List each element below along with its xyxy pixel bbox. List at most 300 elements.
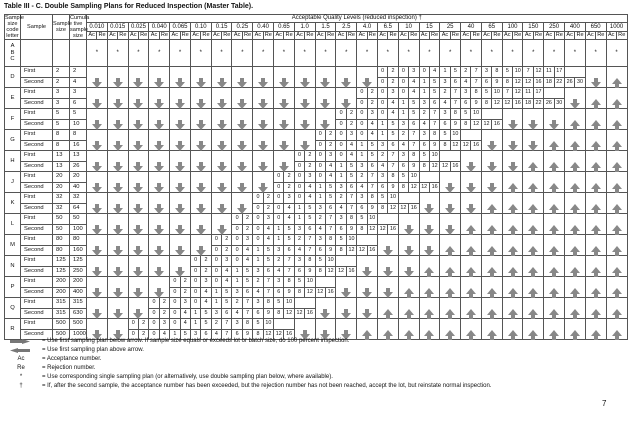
plan-cell [606, 277, 627, 298]
ac-value: 1 [315, 182, 325, 193]
aql-level-header: 100 [502, 23, 523, 31]
re-value: 4 [367, 119, 377, 130]
plan-cell [128, 193, 149, 214]
plan-cell [211, 130, 232, 151]
plan-cell [585, 298, 606, 319]
re-value: 16 [388, 224, 398, 235]
ac-value: 3 [190, 329, 200, 340]
plan-cell [461, 40, 482, 67]
re-header: Re [264, 32, 272, 39]
re-value: 4 [242, 245, 252, 256]
plan-cell [585, 235, 606, 256]
code-letter: L [5, 214, 21, 235]
re-value: 4 [180, 308, 190, 319]
re-header: Re [223, 32, 231, 39]
ac-value: 0 [211, 235, 221, 246]
re-value: 2 [242, 224, 252, 235]
plan-cell [149, 40, 170, 67]
plan-cell [544, 277, 565, 298]
re-value: 12 [450, 140, 460, 151]
plan-cell [294, 109, 315, 130]
plan-cell [232, 151, 253, 172]
ac-header: Ac [254, 32, 262, 39]
re-value: 30 [575, 77, 585, 88]
re-value: 30 [554, 98, 564, 109]
ac-value: 3 [253, 266, 263, 277]
plan-cell [461, 298, 482, 319]
ac-value: 2 [232, 298, 242, 309]
aql-level-header: 0.15 [211, 23, 232, 31]
table-row [5, 277, 628, 288]
sample-size: 13 [53, 161, 70, 172]
ac-value: 18 [523, 98, 533, 109]
plan-cell [149, 109, 170, 130]
re-value: 16 [429, 182, 439, 193]
re-header: Re [368, 32, 376, 39]
ac-value: 3 [440, 77, 450, 88]
plan-cell [315, 109, 336, 130]
asterisk-mark: * [116, 50, 119, 56]
plan-cell [211, 151, 232, 172]
re-value: 4 [201, 298, 211, 309]
re-value: 5 [263, 245, 273, 256]
re-header: Re [243, 32, 252, 39]
plan-cell [544, 88, 565, 99]
sample-size: 3 [53, 98, 70, 109]
plan-cell [419, 172, 440, 183]
re-value: 7 [346, 203, 356, 214]
re-value: 5 [284, 235, 294, 246]
re-value: 9 [367, 203, 377, 214]
plan-cell [481, 193, 502, 214]
ac-header: Ac [462, 32, 470, 39]
ac-value: 1 [190, 319, 200, 330]
cumulative-size: 500 [70, 319, 87, 330]
re-value: 2 [159, 298, 169, 309]
re-value: 16 [346, 266, 356, 277]
re-header: Re [140, 32, 148, 39]
plan-cell [87, 256, 108, 277]
re-value: 8 [367, 193, 377, 204]
re-header: Re [597, 32, 605, 39]
ac-value: 8 [315, 266, 325, 277]
aql-level-header: 1.0 [294, 23, 315, 31]
sample-label: First [21, 319, 53, 330]
ac-value: 12 [523, 77, 533, 88]
plan-cell [481, 40, 502, 67]
aql-level-header: 0.025 [128, 23, 149, 31]
legend-key: † [19, 383, 23, 389]
plan-cell [232, 67, 253, 88]
plan-cell [564, 40, 585, 67]
plan-cell [585, 67, 606, 88]
re-value: 12 [409, 182, 419, 193]
plan-cell [481, 235, 502, 256]
re-header: Re [555, 32, 563, 39]
ac-value: 5 [502, 67, 512, 78]
asterisk-mark: * [532, 50, 535, 56]
table-row [5, 88, 628, 99]
plan-cell [315, 277, 336, 288]
ac-header: Ac [483, 32, 490, 39]
plan-cell [544, 214, 565, 235]
plan-cell [294, 40, 315, 67]
re-header: Re [493, 32, 501, 39]
ac-value: 0 [128, 319, 138, 330]
re-value: 10 [450, 130, 460, 141]
cumulative-size: 80 [70, 235, 87, 246]
ac-value: 8 [357, 224, 367, 235]
plan-cell [128, 130, 149, 151]
sample-label: Second [21, 245, 53, 256]
ac-value: 6 [481, 77, 491, 88]
plan-cell [606, 214, 627, 235]
plan-cell [523, 298, 544, 319]
ac-value: 2 [315, 214, 325, 225]
re-header: Re [451, 32, 459, 39]
asterisk-mark: * [386, 50, 389, 56]
ac-value: 0 [419, 67, 429, 78]
aql-level-header: 10 [398, 23, 419, 31]
ac-header: Ac [317, 32, 324, 39]
re-value: 2 [325, 130, 335, 141]
ac-value: 0 [232, 235, 242, 246]
sample-label: Second [21, 119, 53, 130]
plan-cell [336, 277, 357, 298]
aql-level-header: 0.25 [232, 23, 253, 31]
ac-value: 0 [294, 182, 304, 193]
ac-header: Ac [545, 32, 553, 39]
re-value: 6 [305, 224, 315, 235]
plan-cell [585, 193, 606, 214]
plan-cell [564, 256, 585, 277]
plan-cell [377, 256, 398, 277]
plan-cell [87, 277, 108, 298]
re-value: 7 [242, 298, 252, 309]
plan-cell [502, 40, 523, 67]
plan-cell [87, 88, 108, 109]
plan-cell [440, 298, 461, 319]
plan-cell [357, 235, 378, 246]
ac-header: Ac [192, 32, 199, 39]
re-value: 12 [513, 77, 523, 88]
re-value: 9 [242, 329, 252, 340]
re-value: 5 [367, 140, 377, 151]
table-row [5, 298, 628, 309]
ac-value: 4 [440, 98, 450, 109]
ac-value: 2 [357, 172, 367, 183]
plan-cell [128, 256, 149, 277]
asterisk-mark: * [365, 50, 369, 56]
ac-value: 6 [315, 245, 325, 256]
ac-header: Ac [337, 32, 345, 39]
sample-label: First [21, 277, 53, 288]
ac-value: 26 [544, 98, 554, 109]
ac-value: 3 [419, 130, 429, 141]
re-value: 9 [388, 182, 398, 193]
ac-value: 0 [211, 266, 221, 277]
plan-cell [232, 109, 253, 130]
aql-level-header: 0.040 [149, 23, 170, 31]
cumulative-size-header: Cumula tive sample size [70, 15, 90, 39]
re-value: 22 [554, 77, 564, 88]
plan-cell [461, 130, 482, 141]
plan-cell [481, 214, 502, 235]
plan-cell [315, 67, 336, 88]
plan-cell [190, 130, 211, 151]
ac-value: 0 [170, 319, 180, 330]
aql-level-header: 0.40 [253, 23, 274, 31]
re-value: 16 [513, 98, 523, 109]
ac-header: Ac [607, 32, 615, 39]
plan-cell [357, 298, 378, 319]
table-row [5, 193, 628, 204]
re-value: 7 [409, 130, 419, 141]
ac-value: 3 [481, 67, 491, 78]
plan-cell [128, 235, 149, 256]
ac-value: 0 [170, 298, 180, 309]
re-value: 4 [180, 319, 190, 330]
table-row [5, 172, 628, 183]
re-value: 12 [492, 98, 502, 109]
re-value: 5 [429, 88, 439, 99]
legend-item [8, 337, 608, 346]
plan-cell [211, 40, 232, 67]
sample-size: 50 [53, 224, 70, 235]
plan-cell [377, 40, 398, 67]
plan-cell [274, 151, 295, 172]
plan-cell [461, 256, 482, 277]
re-value: 7 [222, 319, 232, 330]
re-value: 7 [471, 77, 481, 88]
plan-cell [253, 40, 274, 67]
aql-level-header: 0.065 [170, 23, 191, 31]
plan-cell [606, 172, 627, 193]
sample-label: Second [21, 308, 53, 319]
re-value: 5 [346, 161, 356, 172]
plan-cell [274, 109, 295, 130]
ac-value: 1 [170, 329, 180, 340]
plan-cell [398, 256, 419, 277]
ac-value: 0 [253, 203, 263, 214]
re-value: 8 [284, 277, 294, 288]
ac-value: 0 [149, 329, 159, 340]
re-value: 2 [263, 193, 273, 204]
legend-text: = If, after the second sample, the acceptance number has been exceeded, but the rejection number has not been reached, accept the lot, but reinstate normal inspection. [42, 383, 492, 389]
re-value: 4 [284, 214, 294, 225]
re-value: 6 [429, 98, 439, 109]
sample-size: 5 [53, 119, 70, 130]
re-value: 8 [471, 88, 481, 99]
re-value: 3 [305, 172, 315, 183]
code-letter: B [10, 49, 15, 56]
plan-cell [440, 172, 461, 193]
ac-value: 2 [274, 256, 284, 267]
plan-cell [481, 256, 502, 277]
re-value: 4 [346, 151, 356, 162]
ac-value: 6 [274, 287, 284, 298]
re-value: 16 [409, 203, 419, 214]
ac-value: 0 [170, 277, 180, 288]
re-value: 10 [305, 277, 315, 288]
re-value: 12 [388, 203, 398, 214]
legend-text: = Use corresponding single sampling plan (or alternatively, use double sampling plan below, where available). [42, 374, 333, 380]
ac-value: 0 [336, 119, 346, 130]
ac-value: 6 [398, 161, 408, 172]
plan-cell [190, 172, 211, 193]
ac-header: Ac [441, 32, 449, 39]
re-value: 5 [242, 277, 252, 288]
re-value: 7 [222, 329, 232, 340]
plan-cell [170, 151, 191, 172]
sample-cell [21, 40, 53, 67]
sample-label: Second [21, 161, 53, 172]
plan-cell [606, 130, 627, 151]
sample-size: 20 [53, 172, 70, 183]
plan-cell [606, 319, 627, 340]
plan-cell [419, 193, 440, 214]
sample-size: 3 [53, 88, 70, 99]
table-row [5, 235, 628, 246]
plan-cell [253, 172, 274, 193]
code-letter: F [5, 109, 21, 130]
plan-cell [606, 40, 627, 67]
ac-value: 4 [315, 224, 325, 235]
re-value: 2 [284, 172, 294, 183]
ac-value: 6 [253, 308, 263, 319]
plan-cell [523, 172, 544, 193]
plan-cell [502, 277, 523, 298]
re-value: 2 [242, 214, 252, 225]
cumulative-size: 20 [70, 172, 87, 183]
ac-value: 12 [377, 224, 387, 235]
cumulative-size: 26 [70, 161, 87, 172]
plan-cell [585, 277, 606, 298]
plan-cell [585, 130, 606, 151]
re-value: 7 [263, 287, 273, 298]
ac-value: 1 [253, 245, 263, 256]
ac-value: 12 [440, 161, 450, 172]
asterisk-mark: * [594, 50, 597, 56]
plan-cell [274, 40, 295, 67]
ac-value: 0 [377, 98, 387, 109]
re-value: 2 [305, 151, 315, 162]
asterisk-mark: * [178, 50, 182, 56]
ac-value: 0 [170, 287, 180, 298]
table-row [5, 67, 628, 78]
plan-cell [274, 88, 295, 109]
sample-label: First [21, 130, 53, 141]
ac-value: 0 [274, 193, 284, 204]
plan-cell [315, 40, 336, 67]
plan-cell [170, 109, 191, 130]
ac-value: 0 [315, 161, 325, 172]
re-value: 22 [533, 98, 543, 109]
sample-size-header: Sample size [53, 15, 70, 40]
re-value: 4 [325, 172, 335, 183]
plan-cell [377, 235, 398, 256]
re-value: 7 [305, 235, 315, 246]
plan-cell [190, 214, 211, 235]
re-value: 4 [242, 256, 252, 267]
re-value: 3 [388, 88, 398, 99]
ac-value: 8 [419, 161, 429, 172]
ac-value: 0 [211, 245, 221, 256]
code-letter: E [5, 88, 21, 109]
plan-cell [377, 298, 398, 319]
plan-cell [398, 298, 419, 319]
ac-value: 0 [315, 140, 325, 151]
plan-cell [149, 151, 170, 172]
sample-size: 200 [53, 287, 70, 298]
plan-cell [107, 151, 128, 172]
plan-cell [440, 40, 461, 67]
re-value: 17 [533, 88, 543, 99]
plan-cell [523, 40, 544, 67]
sample-label: First [21, 88, 53, 99]
plan-cell [190, 67, 211, 88]
ac-value: 8 [398, 182, 408, 193]
re-value: 9 [471, 98, 481, 109]
re-value: 3 [263, 214, 273, 225]
re-header: Re [534, 32, 543, 39]
cumulative-size: 4 [70, 77, 87, 88]
re-value: 5 [284, 224, 294, 235]
re-value: 10 [471, 109, 481, 120]
ac-value: 2 [336, 193, 346, 204]
re-value: 2 [201, 266, 211, 277]
ac-value: 2 [377, 151, 387, 162]
sample-label: First [21, 256, 53, 267]
sample-label: First [21, 193, 53, 204]
re-value: 7 [429, 109, 439, 120]
plan-cell [523, 256, 544, 277]
sample-label: Second [21, 266, 53, 277]
ac-value: 0 [274, 182, 284, 193]
re-value: 16 [471, 140, 481, 151]
plan-cell [419, 256, 440, 277]
ac-value: 2 [398, 130, 408, 141]
plan-cell [419, 298, 440, 319]
plan-cell [107, 235, 128, 256]
plan-cell [398, 277, 419, 298]
sample-header: Sample [21, 15, 53, 40]
ac-value: 2 [461, 67, 471, 78]
re-value: 12 [325, 266, 335, 277]
plan-cell [502, 130, 523, 151]
ac-value: 2 [294, 235, 304, 246]
ac-header: Ac [587, 32, 594, 39]
table-row [5, 40, 628, 67]
plan-cell [564, 67, 585, 78]
ac-value: 12 [419, 182, 429, 193]
ac-value: 26 [564, 77, 574, 88]
ac-value: 6 [377, 182, 387, 193]
ac-value: 1 [294, 214, 304, 225]
re-value: 3 [346, 130, 356, 141]
ac-header: Ac [275, 32, 282, 39]
ac-value: 3 [357, 193, 367, 204]
re-value: 4 [409, 88, 419, 99]
legend-key: Re [17, 365, 25, 371]
plan-cell [107, 40, 128, 67]
re-value: 4 [201, 287, 211, 298]
plan-cell [481, 298, 502, 319]
re-value: 5 [222, 298, 232, 309]
re-value: 5 [429, 77, 439, 88]
sample-size: 5 [53, 109, 70, 120]
ac-value: 1 [294, 203, 304, 214]
